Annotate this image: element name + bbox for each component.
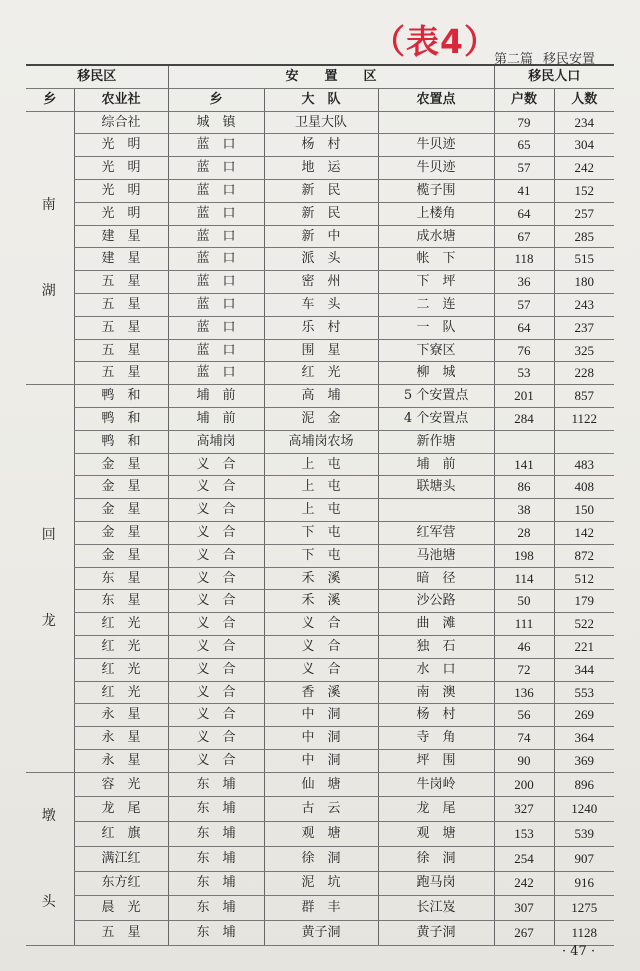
brigade-cell: 黄子洞 xyxy=(264,920,378,945)
people-cell: 857 xyxy=(554,385,614,408)
settle-xiang-cell: 高埔岗 xyxy=(168,430,264,453)
table-row xyxy=(26,521,614,544)
households-cell: 141 xyxy=(494,453,554,476)
col-brigade: 大 队 xyxy=(264,88,378,111)
point-cell: 牛贝迹 xyxy=(378,157,494,180)
table-row xyxy=(26,846,614,871)
point-cell: 柳 城 xyxy=(378,362,494,385)
table-row xyxy=(26,749,614,772)
people-cell: 522 xyxy=(554,613,614,636)
brigade-cell: 高埔岗农场 xyxy=(264,430,378,453)
settle-xiang-cell: 东 埔 xyxy=(168,871,264,896)
coop-cell: 五 星 xyxy=(74,293,168,316)
settle-xiang-cell: 东 埔 xyxy=(168,822,264,847)
people-cell: 539 xyxy=(554,822,614,847)
people-cell: 179 xyxy=(554,590,614,613)
people-cell: 553 xyxy=(554,681,614,704)
red-annotation: （表4） xyxy=(372,22,498,61)
brigade-cell: 中 洞 xyxy=(264,727,378,750)
coop-cell: 建 星 xyxy=(74,225,168,248)
households-cell: 114 xyxy=(494,567,554,590)
table-row xyxy=(26,339,614,362)
point-cell: 榄子围 xyxy=(378,179,494,202)
households-cell: 327 xyxy=(494,797,554,822)
settle-xiang-cell: 蓝 口 xyxy=(168,339,264,362)
brigade-cell: 上 屯 xyxy=(264,476,378,499)
point-cell: 下寮区 xyxy=(378,339,494,362)
brigade-cell: 下 屯 xyxy=(264,544,378,567)
col-settle-xiang: 乡 xyxy=(168,88,264,111)
people-cell: 872 xyxy=(554,544,614,567)
brigade-cell: 上 屯 xyxy=(264,499,378,522)
table-row xyxy=(26,179,614,202)
people-cell: 408 xyxy=(554,476,614,499)
people-cell: 243 xyxy=(554,293,614,316)
settle-xiang-cell: 义 合 xyxy=(168,727,264,750)
brigade-cell: 泥 坑 xyxy=(264,871,378,896)
point-cell: 帐 下 xyxy=(378,248,494,271)
point-cell: 4 个安置点 xyxy=(378,407,494,430)
table-row xyxy=(26,293,614,316)
households-cell: 198 xyxy=(494,544,554,567)
header-row-1 xyxy=(26,66,614,88)
households-cell: 53 xyxy=(494,362,554,385)
people-cell: 896 xyxy=(554,772,614,797)
table-row xyxy=(26,613,614,636)
coop-cell: 龙 尾 xyxy=(74,797,168,822)
point-cell: 埔 前 xyxy=(378,453,494,476)
settle-xiang-cell: 义 合 xyxy=(168,453,264,476)
point-cell: 上楼角 xyxy=(378,202,494,225)
coop-cell: 满江红 xyxy=(74,846,168,871)
brigade-cell: 地 运 xyxy=(264,157,378,180)
households-cell: 64 xyxy=(494,202,554,225)
township-char: 龙 xyxy=(41,613,58,630)
brigade-cell: 义 合 xyxy=(264,658,378,681)
households-cell: 79 xyxy=(494,111,554,134)
coop-cell: 五 星 xyxy=(74,362,168,385)
point-cell: 暗 径 xyxy=(378,567,494,590)
people-cell: 269 xyxy=(554,704,614,727)
table-row xyxy=(26,567,614,590)
coop-cell: 红 光 xyxy=(74,658,168,681)
brigade-cell: 密 州 xyxy=(264,271,378,294)
col-xiang: 乡 xyxy=(26,88,74,111)
coop-cell: 东 星 xyxy=(74,567,168,590)
table-row xyxy=(26,797,614,822)
coop-cell: 金 星 xyxy=(74,499,168,522)
coop-cell: 红 光 xyxy=(74,681,168,704)
households-cell: 86 xyxy=(494,476,554,499)
table-row xyxy=(26,271,614,294)
households-cell: 242 xyxy=(494,871,554,896)
people-cell: 234 xyxy=(554,111,614,134)
brigade-cell: 义 合 xyxy=(264,635,378,658)
point-cell: 新作塘 xyxy=(378,430,494,453)
coop-cell: 综合社 xyxy=(74,111,168,134)
coop-cell: 金 星 xyxy=(74,521,168,544)
point-cell: 独 石 xyxy=(378,635,494,658)
table-row xyxy=(26,920,614,945)
point-cell: 联塘头 xyxy=(378,476,494,499)
brigade-cell: 中 洞 xyxy=(264,749,378,772)
settle-xiang-cell: 东 埔 xyxy=(168,920,264,945)
col-point: 农置点 xyxy=(378,88,494,111)
settle-xiang-cell: 东 埔 xyxy=(168,846,264,871)
township-char: 墩 xyxy=(41,807,58,824)
households-cell: 36 xyxy=(494,271,554,294)
table-row xyxy=(26,157,614,180)
coop-cell: 五 星 xyxy=(74,339,168,362)
coop-cell: 鸭 和 xyxy=(74,430,168,453)
people-cell: 1240 xyxy=(554,797,614,822)
point-cell: 成水塘 xyxy=(378,225,494,248)
table-row xyxy=(26,476,614,499)
point-cell: 下 坪 xyxy=(378,271,494,294)
settle-xiang-cell: 义 合 xyxy=(168,635,264,658)
households-cell: 254 xyxy=(494,846,554,871)
brigade-cell: 禾 溪 xyxy=(264,590,378,613)
people-cell: 237 xyxy=(554,316,614,339)
point-cell: 红军营 xyxy=(378,521,494,544)
table-row xyxy=(26,362,614,385)
table-row xyxy=(26,727,614,750)
table-row xyxy=(26,704,614,727)
point-cell: 黄子洞 xyxy=(378,920,494,945)
people-cell: 1122 xyxy=(554,407,614,430)
settle-xiang-cell: 蓝 口 xyxy=(168,134,264,157)
brigade-cell: 下 屯 xyxy=(264,521,378,544)
brigade-cell: 徐 洞 xyxy=(264,846,378,871)
brigade-cell: 群 丰 xyxy=(264,896,378,921)
point-cell: 曲 滩 xyxy=(378,613,494,636)
households-cell: 41 xyxy=(494,179,554,202)
table-row xyxy=(26,896,614,921)
brigade-cell: 车 头 xyxy=(264,293,378,316)
coop-cell: 五 星 xyxy=(74,271,168,294)
brigade-cell: 围 星 xyxy=(264,339,378,362)
table-row xyxy=(26,430,614,453)
households-cell: 50 xyxy=(494,590,554,613)
township-cell xyxy=(26,385,74,773)
households-cell: 307 xyxy=(494,896,554,921)
table-row xyxy=(26,202,614,225)
header-part: 第二篇 xyxy=(494,52,534,67)
people-cell: 369 xyxy=(554,749,614,772)
coop-cell: 金 星 xyxy=(74,544,168,567)
brigade-cell: 中 洞 xyxy=(264,704,378,727)
settle-xiang-cell: 义 合 xyxy=(168,704,264,727)
coop-cell: 容 光 xyxy=(74,772,168,797)
brigade-cell: 新 民 xyxy=(264,179,378,202)
settle-xiang-cell: 蓝 口 xyxy=(168,157,264,180)
point-cell: 沙公路 xyxy=(378,590,494,613)
coop-cell: 建 星 xyxy=(74,248,168,271)
township-char: 湖 xyxy=(41,282,58,299)
coop-cell: 东 星 xyxy=(74,590,168,613)
settle-xiang-cell: 义 合 xyxy=(168,613,264,636)
col-group-source: 移民区 xyxy=(26,66,168,88)
table-body xyxy=(26,111,614,945)
point-cell: 二 连 xyxy=(378,293,494,316)
table-row xyxy=(26,871,614,896)
township-cell xyxy=(26,772,74,945)
people-cell: 907 xyxy=(554,846,614,871)
col-coop: 农业社 xyxy=(74,88,168,111)
settle-xiang-cell: 义 合 xyxy=(168,590,264,613)
table-row xyxy=(26,590,614,613)
households-cell: 200 xyxy=(494,772,554,797)
table-row xyxy=(26,248,614,271)
coop-cell: 光 明 xyxy=(74,179,168,202)
point-cell xyxy=(378,111,494,134)
coop-cell: 鸭 和 xyxy=(74,385,168,408)
table-row xyxy=(26,499,614,522)
point-cell: 龙 尾 xyxy=(378,797,494,822)
table-row xyxy=(26,134,614,157)
settle-xiang-cell: 义 合 xyxy=(168,749,264,772)
households-cell: 267 xyxy=(494,920,554,945)
coop-cell: 东方红 xyxy=(74,871,168,896)
point-cell: 牛贝迹 xyxy=(378,134,494,157)
households-cell: 74 xyxy=(494,727,554,750)
point-cell: 一 队 xyxy=(378,316,494,339)
settle-xiang-cell: 埔 前 xyxy=(168,385,264,408)
households-cell: 57 xyxy=(494,157,554,180)
brigade-cell: 杨 村 xyxy=(264,134,378,157)
settle-xiang-cell: 蓝 口 xyxy=(168,362,264,385)
settle-xiang-cell: 义 合 xyxy=(168,681,264,704)
brigade-cell: 派 头 xyxy=(264,248,378,271)
households-cell: 67 xyxy=(494,225,554,248)
households-cell: 90 xyxy=(494,749,554,772)
coop-cell: 晨 光 xyxy=(74,896,168,921)
point-cell: 徐 洞 xyxy=(378,846,494,871)
point-cell: 观 塘 xyxy=(378,822,494,847)
point-cell: 寺 角 xyxy=(378,727,494,750)
people-cell: 344 xyxy=(554,658,614,681)
coop-cell: 永 星 xyxy=(74,749,168,772)
people-cell xyxy=(554,430,614,453)
people-cell: 221 xyxy=(554,635,614,658)
settle-xiang-cell: 蓝 口 xyxy=(168,225,264,248)
brigade-cell: 乐 村 xyxy=(264,316,378,339)
coop-cell: 永 星 xyxy=(74,727,168,750)
brigade-cell: 义 合 xyxy=(264,613,378,636)
settle-xiang-cell: 蓝 口 xyxy=(168,271,264,294)
brigade-cell: 禾 溪 xyxy=(264,567,378,590)
coop-cell: 金 星 xyxy=(74,476,168,499)
table-row xyxy=(26,635,614,658)
people-cell: 152 xyxy=(554,179,614,202)
coop-cell: 红 旗 xyxy=(74,822,168,847)
point-cell xyxy=(378,499,494,522)
settle-xiang-cell: 蓝 口 xyxy=(168,202,264,225)
people-cell: 304 xyxy=(554,134,614,157)
households-cell: 153 xyxy=(494,822,554,847)
settle-xiang-cell: 蓝 口 xyxy=(168,293,264,316)
settle-xiang-cell: 义 合 xyxy=(168,499,264,522)
households-cell: 76 xyxy=(494,339,554,362)
households-cell: 65 xyxy=(494,134,554,157)
point-cell: 水 口 xyxy=(378,658,494,681)
point-cell: 坪 围 xyxy=(378,749,494,772)
households-cell: 57 xyxy=(494,293,554,316)
people-cell: 364 xyxy=(554,727,614,750)
township-char: 回 xyxy=(41,527,58,544)
households-cell: 72 xyxy=(494,658,554,681)
brigade-cell: 泥 金 xyxy=(264,407,378,430)
brigade-cell: 香 溪 xyxy=(264,681,378,704)
col-group-population: 移民人口 xyxy=(494,66,614,88)
brigade-cell: 卫星大队 xyxy=(264,111,378,134)
households-cell: 56 xyxy=(494,704,554,727)
brigade-cell: 红 光 xyxy=(264,362,378,385)
settle-xiang-cell: 东 埔 xyxy=(168,772,264,797)
point-cell: 5 个安置点 xyxy=(378,385,494,408)
people-cell: 257 xyxy=(554,202,614,225)
brigade-cell: 仙 塘 xyxy=(264,772,378,797)
settle-xiang-cell: 蓝 口 xyxy=(168,316,264,339)
households-cell: 118 xyxy=(494,248,554,271)
coop-cell: 光 明 xyxy=(74,157,168,180)
coop-cell: 红 光 xyxy=(74,613,168,636)
settle-xiang-cell: 蓝 口 xyxy=(168,179,264,202)
brigade-cell: 上 屯 xyxy=(264,453,378,476)
header-chapter: 移民安置 xyxy=(543,52,596,67)
table-row xyxy=(26,385,614,408)
settle-xiang-cell: 义 合 xyxy=(168,658,264,681)
table-row xyxy=(26,407,614,430)
people-cell: 512 xyxy=(554,567,614,590)
people-cell: 150 xyxy=(554,499,614,522)
table-row xyxy=(26,225,614,248)
people-cell: 325 xyxy=(554,339,614,362)
settle-xiang-cell: 义 合 xyxy=(168,476,264,499)
coop-cell: 光 明 xyxy=(74,202,168,225)
table-row xyxy=(26,453,614,476)
table-row xyxy=(26,111,614,134)
point-cell: 南 澳 xyxy=(378,681,494,704)
households-cell: 136 xyxy=(494,681,554,704)
col-people: 人数 xyxy=(554,88,614,111)
brigade-cell: 新 民 xyxy=(264,202,378,225)
people-cell: 515 xyxy=(554,248,614,271)
township-char: 头 xyxy=(41,893,58,910)
settle-xiang-cell: 蓝 口 xyxy=(168,248,264,271)
point-cell: 牛岗岭 xyxy=(378,772,494,797)
coop-cell: 红 光 xyxy=(74,635,168,658)
coop-cell: 光 明 xyxy=(74,134,168,157)
households-cell: 46 xyxy=(494,635,554,658)
people-cell: 1128 xyxy=(554,920,614,945)
settle-xiang-cell: 埔 前 xyxy=(168,407,264,430)
settle-xiang-cell: 义 合 xyxy=(168,567,264,590)
table-row xyxy=(26,681,614,704)
coop-cell: 五 星 xyxy=(74,920,168,945)
settle-xiang-cell: 城 镇 xyxy=(168,111,264,134)
people-cell: 483 xyxy=(554,453,614,476)
coop-cell: 金 星 xyxy=(74,453,168,476)
table-row xyxy=(26,544,614,567)
coop-cell: 五 星 xyxy=(74,316,168,339)
page-number: · 47 · xyxy=(562,944,596,959)
coop-cell: 鸭 和 xyxy=(74,407,168,430)
people-cell: 180 xyxy=(554,271,614,294)
households-cell xyxy=(494,430,554,453)
people-cell: 142 xyxy=(554,521,614,544)
people-cell: 285 xyxy=(554,225,614,248)
coop-cell: 永 星 xyxy=(74,704,168,727)
people-cell: 916 xyxy=(554,871,614,896)
township-char: 南 xyxy=(41,196,58,213)
table-row xyxy=(26,316,614,339)
settle-xiang-cell: 义 合 xyxy=(168,521,264,544)
point-cell: 马池塘 xyxy=(378,544,494,567)
people-cell: 228 xyxy=(554,362,614,385)
settle-xiang-cell: 东 埔 xyxy=(168,797,264,822)
households-cell: 38 xyxy=(494,499,554,522)
point-cell: 杨 村 xyxy=(378,704,494,727)
brigade-cell: 高 埔 xyxy=(264,385,378,408)
township-cell xyxy=(26,111,74,385)
point-cell: 长江岌 xyxy=(378,896,494,921)
table-row xyxy=(26,822,614,847)
point-cell: 跑马岗 xyxy=(378,871,494,896)
households-cell: 111 xyxy=(494,613,554,636)
brigade-cell: 古 云 xyxy=(264,797,378,822)
settle-xiang-cell: 义 合 xyxy=(168,544,264,567)
table-row xyxy=(26,772,614,797)
table-row xyxy=(26,658,614,681)
people-cell: 1275 xyxy=(554,896,614,921)
brigade-cell: 观 塘 xyxy=(264,822,378,847)
households-cell: 201 xyxy=(494,385,554,408)
resettlement-table xyxy=(26,66,614,946)
households-cell: 28 xyxy=(494,521,554,544)
households-cell: 64 xyxy=(494,316,554,339)
col-households: 户数 xyxy=(494,88,554,111)
people-cell: 242 xyxy=(554,157,614,180)
header-row-2 xyxy=(26,88,614,111)
col-group-settlement: 安 置 区 xyxy=(168,66,494,88)
households-cell: 284 xyxy=(494,407,554,430)
brigade-cell: 新 中 xyxy=(264,225,378,248)
settle-xiang-cell: 东 埔 xyxy=(168,896,264,921)
